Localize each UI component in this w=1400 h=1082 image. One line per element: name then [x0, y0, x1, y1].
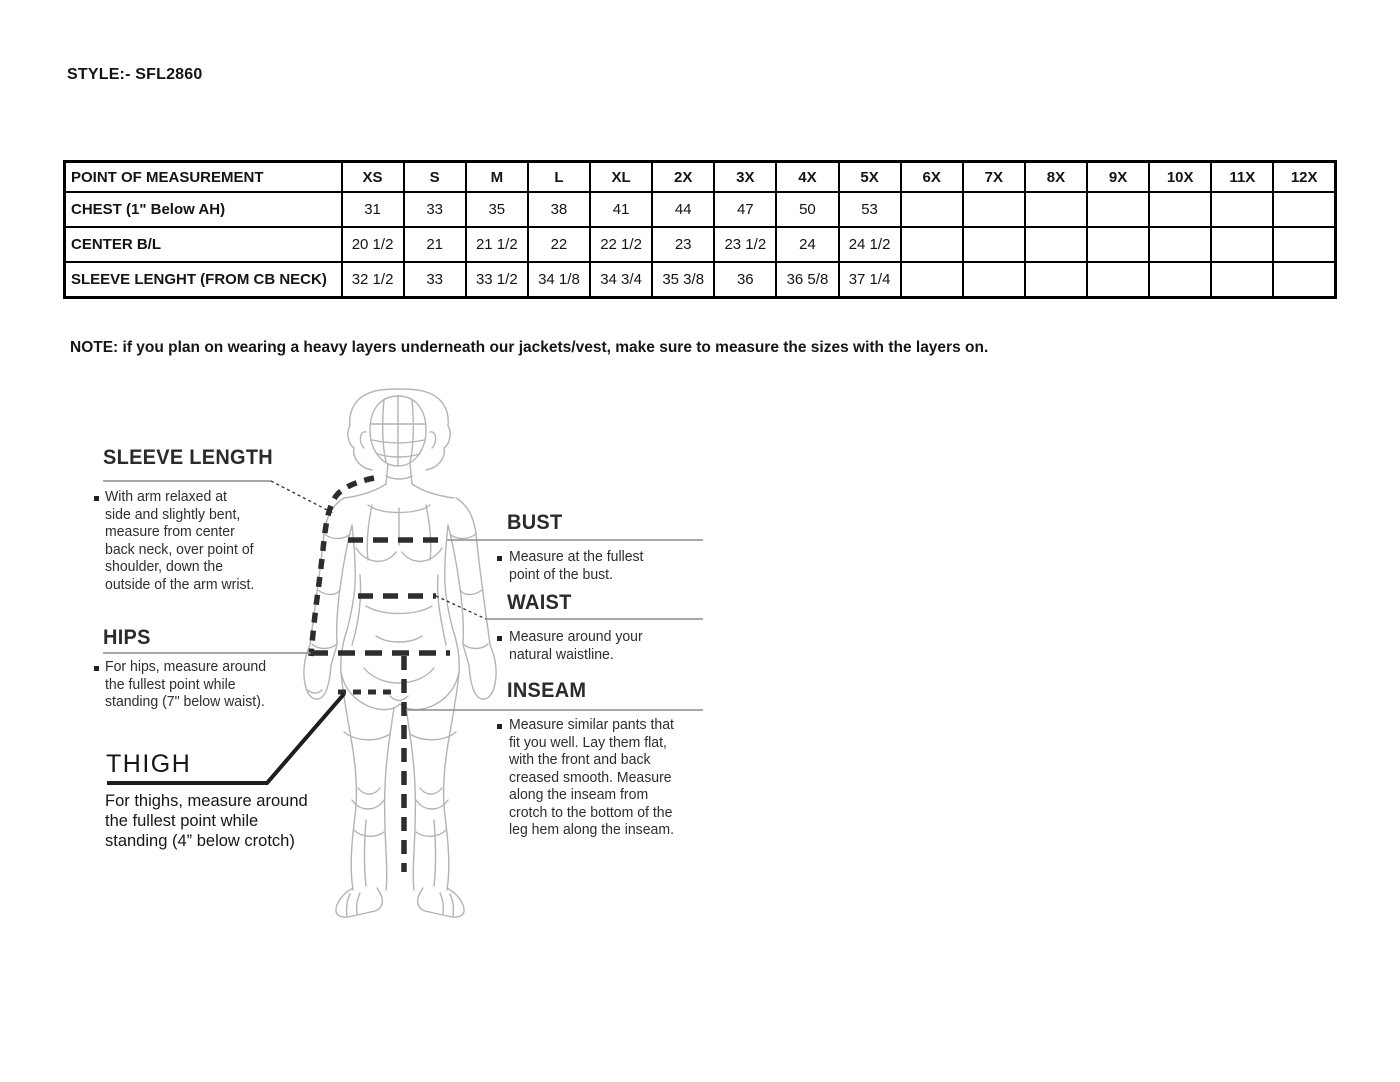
measurement-cell — [901, 192, 963, 227]
measurement-cell: 36 5/8 — [776, 262, 838, 298]
measurement-cell: 47 — [714, 192, 776, 227]
measurement-cell: 35 — [466, 192, 528, 227]
col-header-size-9x: 9X — [1087, 162, 1149, 193]
measurement-cell: 20 1/2 — [342, 227, 404, 262]
measurement-cell: 38 — [528, 192, 590, 227]
col-header-label: POINT OF MEASUREMENT — [65, 162, 342, 193]
measurement-cell — [1211, 262, 1273, 298]
measurement-cell: 32 1/2 — [342, 262, 404, 298]
measurement-cell — [1149, 227, 1211, 262]
measurement-cell: 35 3/8 — [652, 262, 714, 298]
col-header-size-2x: 2X — [652, 162, 714, 193]
body-figure-illustration — [304, 389, 496, 917]
waist-description: Measure around your natural waistline. — [509, 629, 643, 663]
bullet-marker — [94, 666, 99, 671]
col-header-size-7x: 7X — [963, 162, 1025, 193]
measurement-cell — [1149, 192, 1211, 227]
col-header-size-8x: 8X — [1025, 162, 1087, 193]
measurement-cell — [1025, 227, 1087, 262]
col-header-size-4x: 4X — [776, 162, 838, 193]
bullet-marker — [497, 724, 502, 729]
measurement-cell: 31 — [342, 192, 404, 227]
measurement-cell — [1211, 227, 1273, 262]
col-header-size-s: S — [404, 162, 466, 193]
measurement-cell — [1273, 192, 1335, 227]
col-header-size-xl: XL — [590, 162, 652, 193]
inseam-heading: INSEAM — [507, 679, 587, 702]
bust-heading: BUST — [507, 511, 563, 534]
measurement-cell: 21 1/2 — [466, 227, 528, 262]
measurement-cell: 36 — [714, 262, 776, 298]
table-row — [65, 262, 1336, 298]
sleeve-length-description: With arm relaxed at side and slightly bent, measure from center back neck, over point of shoulder, down the outside of the arm wrist. — [105, 489, 255, 593]
row-label: SLEEVE LENGHT (FROM CB NECK) — [65, 262, 342, 298]
measurement-cell: 50 — [776, 192, 838, 227]
col-header-size-xs: XS — [342, 162, 404, 193]
measurement-cell — [963, 227, 1025, 262]
measurement-cell: 34 1/8 — [528, 262, 590, 298]
measurement-cell: 41 — [590, 192, 652, 227]
col-header-size-12x: 12X — [1273, 162, 1335, 193]
measurement-cell: 34 3/4 — [590, 262, 652, 298]
page-title: STYLE:- SFL2860 — [67, 66, 203, 83]
measurement-cell: 24 1/2 — [839, 227, 901, 262]
measurement-cell: 21 — [404, 227, 466, 262]
row-label: CHEST (1" Below AH) — [65, 192, 342, 227]
sleeve-length-leader-line — [271, 481, 333, 513]
col-header-size-5x: 5X — [839, 162, 901, 193]
measurement-cell: 23 — [652, 227, 714, 262]
row-label: CENTER B/L — [65, 227, 342, 262]
waist-heading: WAIST — [507, 591, 572, 614]
measurement-cell: 44 — [652, 192, 714, 227]
measurement-cell — [1025, 192, 1087, 227]
col-header-size-3x: 3X — [714, 162, 776, 193]
col-header-size-10x: 10X — [1149, 162, 1211, 193]
measurement-cell: 37 1/4 — [839, 262, 901, 298]
measurement-cell: 23 1/2 — [714, 227, 776, 262]
measurement-cell — [1273, 262, 1335, 298]
table-row — [65, 192, 1336, 227]
col-header-size-11x: 11X — [1211, 162, 1273, 193]
measurement-cell: 33 — [404, 262, 466, 298]
measurement-cell — [963, 192, 1025, 227]
sleeve-length-heading: SLEEVE LENGTH — [103, 446, 273, 469]
bullet-marker — [497, 556, 502, 561]
thigh-heading: THIGH — [106, 750, 192, 778]
measurement-cell: 24 — [776, 227, 838, 262]
bust-description: Measure at the fullest point of the bust. — [509, 549, 644, 583]
measurement-cell: 22 1/2 — [590, 227, 652, 262]
measurement-cell: 33 — [404, 192, 466, 227]
hips-heading: HIPS — [103, 626, 151, 649]
measurement-table — [63, 160, 1337, 299]
hips-description: For hips, measure around the fullest point while standing (7" below waist). — [105, 659, 267, 710]
measurement-cell: 22 — [528, 227, 590, 262]
measurement-cell — [1087, 227, 1149, 262]
measurement-cell: 53 — [839, 192, 901, 227]
col-header-size-m: M — [466, 162, 528, 193]
measurement-cell — [1273, 227, 1335, 262]
col-header-size-l: L — [528, 162, 590, 193]
inseam-description: Measure similar pants that fit you well. Lay them flat, with the front and back creased smooth. Measure along the inseam from crotch to the bottom of the leg hem along the inseam. — [509, 717, 674, 838]
waist-leader-line — [436, 596, 486, 619]
measurement-cell — [1025, 262, 1087, 298]
measurement-cell — [1087, 192, 1149, 227]
measurement-cell — [1149, 262, 1211, 298]
measurement-cell: 33 1/2 — [466, 262, 528, 298]
sleeve-measure-line — [311, 478, 374, 656]
measurement-cell — [963, 262, 1025, 298]
measurement-cell — [1211, 192, 1273, 227]
bullet-marker — [94, 496, 99, 501]
note-text: NOTE: if you plan on wearing a heavy layers underneath our jackets/vest, make sure to measure the sizes with the layers on. — [70, 339, 989, 356]
thigh-description: For thighs, measure around the fullest point while standing (4” below crotch) — [105, 792, 308, 850]
measurement-cell — [1087, 262, 1149, 298]
bullet-marker — [497, 636, 502, 641]
table-row — [65, 227, 1336, 262]
measurement-cell — [901, 262, 963, 298]
measurement-cell — [901, 227, 963, 262]
table-header-row — [65, 162, 1336, 193]
col-header-size-6x: 6X — [901, 162, 963, 193]
